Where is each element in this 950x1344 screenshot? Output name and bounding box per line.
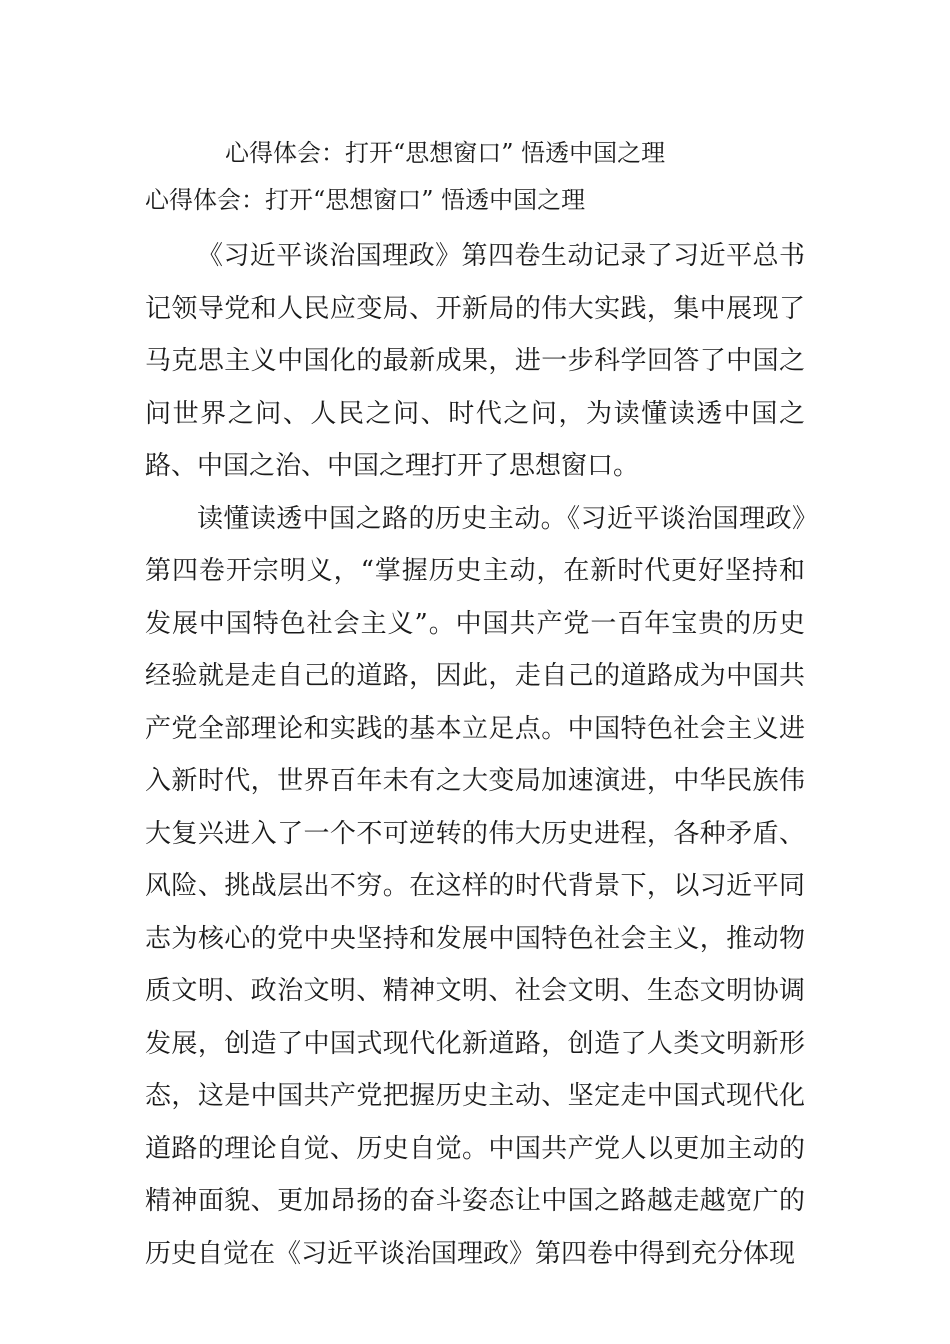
document-title-repeated: 心得体会：打开“思想窗口” 悟透中国之理 — [145, 186, 586, 214]
document-title-centered: 心得体会：打开“思想窗口” 悟透中国之理 — [225, 139, 666, 167]
document-body — [145, 230, 805, 1280]
paragraph-history-initiative: 读懂读透中国之路的历史主动。《习近平谈治国理政》第四卷开宗明义，“掌握历史主动，在新时代更好坚持和发展中国特色社会主义”。中国共产党一百年宝贵的历史经验就是走自己的道路，因此，走自己的道路成为中国共产党全部理论和实践的基本立足点。中国特色社会主义进入新时代，世界百年未有之大变局加速演进，中华民族伟大复兴进入了一个不可逆转的伟大历史进程，各种矛盾、风险、挑战层出不穷。在这样的时代背景下，以习近平同志为核心的党中央坚持和发展中国特色社会主义，推动物质文明、政治文明、精神文明、社会文明、生态文明协调发展，创造了中国式现代化新道路，创造了人类文明新形态，这是中国共产党把握历史主动、坚定走中国式现代化道路的理论自觉、历史自觉。中国共产党人以更加主动的精神面貌、更加昂扬的奋斗姿态让中国之路越走越宽广的历史自觉在《习近平谈治国理政》第四卷中得到充分体现 — [145, 503, 805, 1269]
paragraph-intro: 《习近平谈治国理政》第四卷生动记录了习近平总书记领导党和人民应变局、开新局的伟大实践，集中展现了马克思主义中国化的最新成果，进一步科学回答了中国之问世界之问、人民之问、时代之问，为读懂读透中国之路、中国之治、中国之理打开了思想窗口。 — [145, 241, 805, 481]
